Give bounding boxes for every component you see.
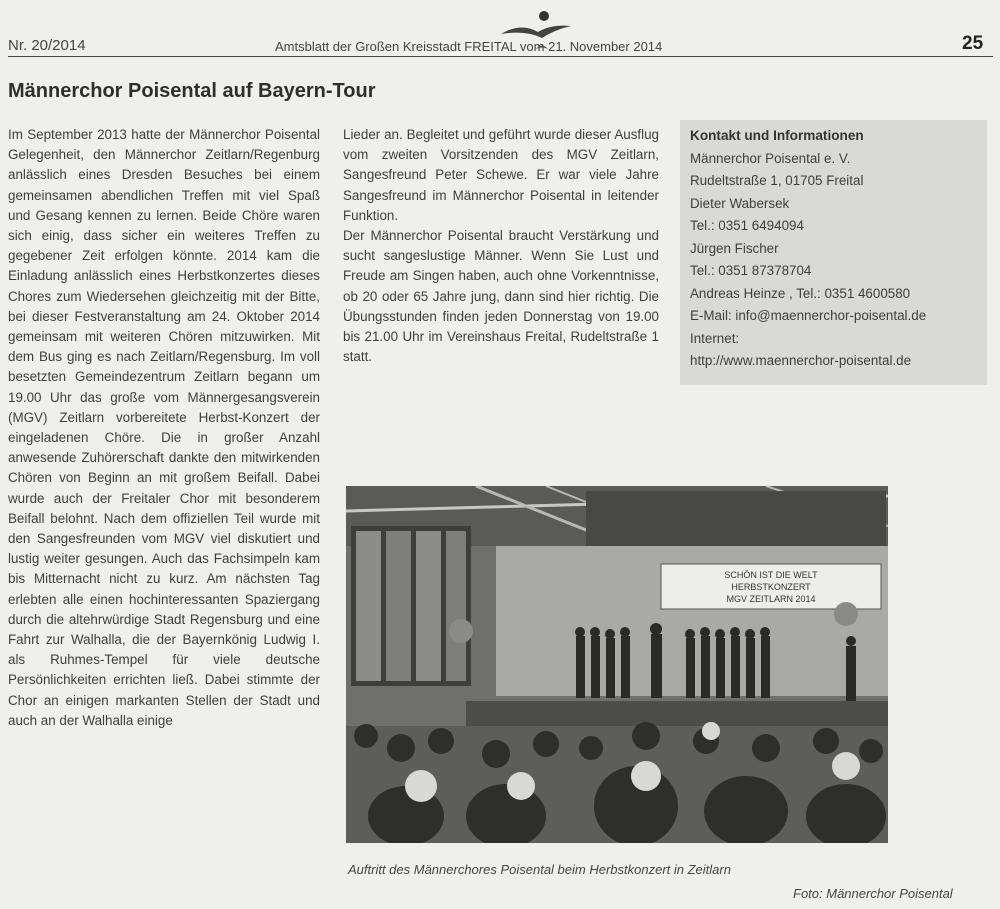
contact-line: Internet: bbox=[690, 330, 740, 346]
article-column-1 bbox=[8, 125, 320, 731]
page-number: 25 bbox=[962, 33, 984, 54]
article-column-2 bbox=[343, 125, 659, 367]
contact-email[interactable]: E-Mail: info@maennerchor-poisental.de bbox=[690, 308, 927, 323]
contact-line: Jürgen Fischer bbox=[690, 240, 779, 256]
contact-line: Andreas Heinze , Tel.: 0351 4600580 bbox=[690, 285, 911, 301]
article-headline: Männerchor Poisental auf Bayern-Tour bbox=[8, 80, 376, 102]
banner-text-1: SCHÖN IST DIE WELT bbox=[724, 570, 818, 580]
publication-title: Amtsblatt der Großen Kreisstadt FREITAL vom 21. November 2014 bbox=[275, 39, 663, 54]
banner-text-3: MGV ZEITLARN 2014 bbox=[726, 594, 816, 604]
concert-hall-image bbox=[346, 486, 888, 843]
article-paragraph: Im September 2013 hatte der Männerchor Poisental Gelegenheit, den Männerchor Zeitlarn/Regenburg anlässlich eines Dresden Besuches bei einem gemeinsamen abendlichen Treffen mit viel Spaß und Gesang kennen zu lernen. Beide Chöre waren sich einig, dass sicher ein weiteres Treffen zu gegebener Zeit erfolgen könnte. 2014 kam die Einladung anlässlich eines Herbstkonzertes dieses Chores zum Wiedersehen gleichzeitig mit der Bitte, bei dieser Festveranstaltung am 24. Oktober 2014 gemeinsam mit weiteren Chören mitzuwirken. Mit dem Bus ging es nach Zeitlarn/Regensburg. Im voll besetzten Gemeindezentrum Zeitlarn begann um 19.00 Uhr das große vom Männergesangsverein (MGV) Zeitlarn vorbereitete Herbst-Konzert der eingeladenen Chöre. Die in großer Anzahl anwesende Zuhörerschaft dankte den mitwirkenden Chören von Beginn an mit großem Beifall. Dabei wurde auch der Freitaler Chor mit besonderem Beifall belohnt. Nach dem offiziellen Teil wurde mit den Sangesfreunden vom MGV viel diskutiert und lustig weiter gesungen. Auch das Fachsimpeln kam bis Mitternacht nicht zu kurz. Am nächsten Tag erlebten alle einen hochinteressanten Spaziergang durch die altehrwürdige Stadt Regensburg und eine Fahrt zur Walhalla, die der Bayernkönig Ludwig I. als Ruhmes-Tempel für viele deutsche Persönlichkeiten errichten ließ. Dabei stimmte der Chor an einigen markanten Stellen der Stadt und auch an der Walhalla einige bbox=[8, 127, 320, 728]
contact-info-box bbox=[680, 120, 987, 385]
contact-website-link[interactable]: http://www.maennerchor-poisental.de bbox=[690, 353, 912, 368]
contact-title: Kontakt und Informationen bbox=[690, 128, 864, 143]
article-paragraph: Lieder an. Begleitet und geführt wurde dieser Ausflug vom zweiten Vorsitzenden des MGV Zeitlarn, Sangesfreund Peter Schewe. Er war viele Jahre Sangesfreund im Männerchor Poisental in leitender Funktion. bbox=[343, 127, 659, 223]
contact-line: Tel.: 0351 6494094 bbox=[690, 218, 804, 233]
concert-photo bbox=[346, 486, 888, 843]
contact-line: Tel.: 0351 87378704 bbox=[690, 263, 812, 278]
contact-line: Männerchor Poisental e. V. bbox=[690, 150, 851, 166]
contact-line: Rudeltstraße 1, 01705 Freital bbox=[690, 173, 864, 188]
header-rule bbox=[8, 56, 993, 57]
contact-line: Dieter Wabersek bbox=[690, 195, 790, 211]
photo-credit: Foto: Männerchor Poisental bbox=[793, 886, 953, 901]
article-paragraph: Der Männerchor Poisental braucht Verstärkung und sucht sangeslustige Männer. Wenn Sie Lust und Freude am Singen haben, auch ohne Vorkenntnisse, ob 20 oder 65 Jahre jung, dann sind hier richtig. Die Übungsstunden finden jeden Donnerstag von 19.00 bis 21.00 Uhr im Vereinshaus Freital, Rudeltstraße 1 statt. bbox=[343, 228, 659, 365]
issue-number: Nr. 20/2014 bbox=[8, 37, 86, 54]
banner-text-2: HERBSTKONZERT bbox=[731, 582, 811, 592]
photo-caption: Auftritt des Männerchores Poisental beim Herbstkonzert in Zeitlarn bbox=[348, 862, 731, 877]
